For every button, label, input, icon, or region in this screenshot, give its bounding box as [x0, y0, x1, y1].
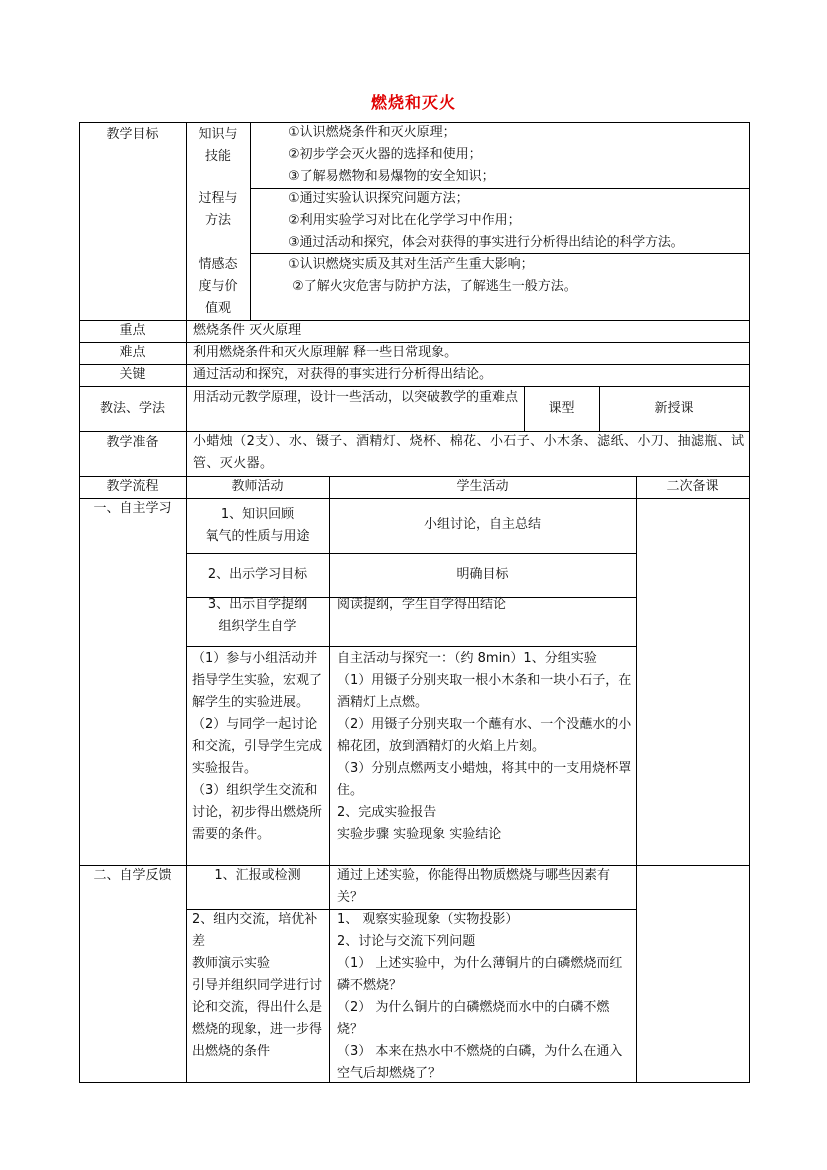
- goals-label: 教学目标: [106, 127, 159, 142]
- student-activity-cell: 明确目标: [456, 567, 509, 582]
- key-label: 关键: [119, 367, 146, 382]
- prep-text: 小蜡烛（2支）、水、镊子、酒精灯、烧杯、棉花、小石子、小木条、滤纸、小刀、抽滤瓶、试管、灭火器。: [193, 434, 745, 471]
- table-border-right: [749, 122, 750, 1083]
- teacher-activity-cell: 1、知识回顾 氧气的性质与用途: [205, 507, 310, 544]
- document-title: 燃烧和灭火: [370, 93, 456, 112]
- divider: [329, 476, 330, 1082]
- knowledge-goal-2: ②初步学会灭火器的选择和使用；: [288, 147, 482, 162]
- knowledge-goal-3: ③了解易燃物和易爆物的安全知识；: [288, 169, 495, 184]
- teacher-activity-cell: （1）参与小组活动并指导学生实验，宏观了解学生的实验进展。 （2）与同学一起讨论和交流，引导学生完成实验报告。 （3）组织学生交流和讨论，初步得出燃烧所需要的条件。: [192, 651, 323, 842]
- emotion-values-label: 情感态 度与价 值观: [198, 257, 238, 316]
- teacher-activity-cell: 1、汇报或检测: [214, 868, 301, 883]
- emotion-goal-1: ①认识燃烧实质及其对生活产生重大影响；: [288, 257, 534, 272]
- teacher-activity-cell: 3、出示自学提纲 组织学生自学: [207, 597, 308, 634]
- lesson-plan-table: [79, 122, 749, 1082]
- prep-label: 教学准备: [106, 435, 159, 450]
- method-label: 教法、学法: [99, 401, 165, 416]
- backup-header: 二次备课: [666, 479, 719, 494]
- teacher-activity-cell: 2、组内交流，培优补差 教师演示实验 引导并组织同学进行讨论和交流，得出什么是燃烧的现象，进一步得出燃烧的条件: [192, 912, 323, 1059]
- teacher-activity-cell: 2、出示学习目标: [207, 567, 308, 582]
- difficulty-text: 利用燃烧条件和灭火原理解 释一些日常现象。: [193, 345, 458, 360]
- divider: [636, 476, 637, 1082]
- key-points-label: 重点: [119, 323, 146, 338]
- divider: [186, 646, 636, 647]
- section-feedback-label: 二、自学反馈: [93, 868, 172, 883]
- student-activity-cell: 通过上述实验，你能得出物质燃烧与哪些因素有关？: [337, 868, 611, 905]
- divider: [186, 553, 636, 554]
- method-text: 用活动元教学原理，设计一些活动，以突破教学的重难点: [193, 390, 519, 405]
- divider: [250, 122, 251, 320]
- process-method-label: 过程与 方法: [198, 191, 238, 228]
- lesson-type-value: 新授课: [654, 401, 694, 416]
- student-activity-cell: 1、 观察实验现象（实物投影） 2、讨论与交流下列问题 （1） 上述实验中，为什么薄铜片的白磷燃烧而红磷不燃烧？ （2） 为什么铜片的白磷燃烧而水中的白磷不燃烧？ （3） 本来在热水中不燃烧的白磷，为什么在通入空气后却燃烧了？: [337, 912, 623, 1081]
- flow-header: 教学流程: [106, 479, 159, 494]
- process-goal-2: ②利用实验学习对比在化学学习中作用；: [288, 213, 521, 228]
- lesson-type-label: 课型: [548, 401, 575, 416]
- section-self-study-label: 一、自主学习: [93, 501, 172, 516]
- student-activity-cell: 小组讨论，自主总结: [423, 517, 541, 532]
- process-goal-1: ①通过实验认识探究问题方法；: [288, 191, 469, 206]
- knowledge-skills-label: 知识与 技能: [198, 127, 238, 164]
- student-activity-cell: 阅读提纲，学生自学得出结论: [337, 597, 507, 612]
- student-activity-header: 学生活动: [456, 479, 509, 494]
- difficulty-label: 难点: [119, 345, 146, 360]
- table-border-left: [79, 122, 80, 1083]
- emotion-goal-2: ②了解火灾危害与防护方法，了解逃生一般方法。: [288, 279, 577, 294]
- key-text: 通过活动和探究，对获得的事实进行分析得出结论。: [193, 367, 493, 382]
- teacher-activity-header: 教师活动: [231, 479, 284, 494]
- knowledge-goal-1: ①认识燃烧条件和灭火原理；: [288, 125, 456, 140]
- key-points-text: 燃烧条件 灭火原理: [193, 323, 302, 338]
- process-goal-3: ③通过活动和探究，体会对获得的事实进行分析得出结论的科学方法。: [288, 235, 684, 250]
- student-activity-cell: 自主活动与探究一：（约 8min）1、分组实验 （1）用镊子分别夹取一根小木条和一块小石子，在酒精灯上点燃。 （2）用镊子分别夹取一个蘸有水、一个没蘸水的小棉花团，放到酒精灯的火焰上片刻。 （3）分别点燃两支小蜡烛，将其中的一支用烧杯罩住。 2、完成实验报告 实验步骤 实验现象 实验结论: [337, 651, 632, 842]
